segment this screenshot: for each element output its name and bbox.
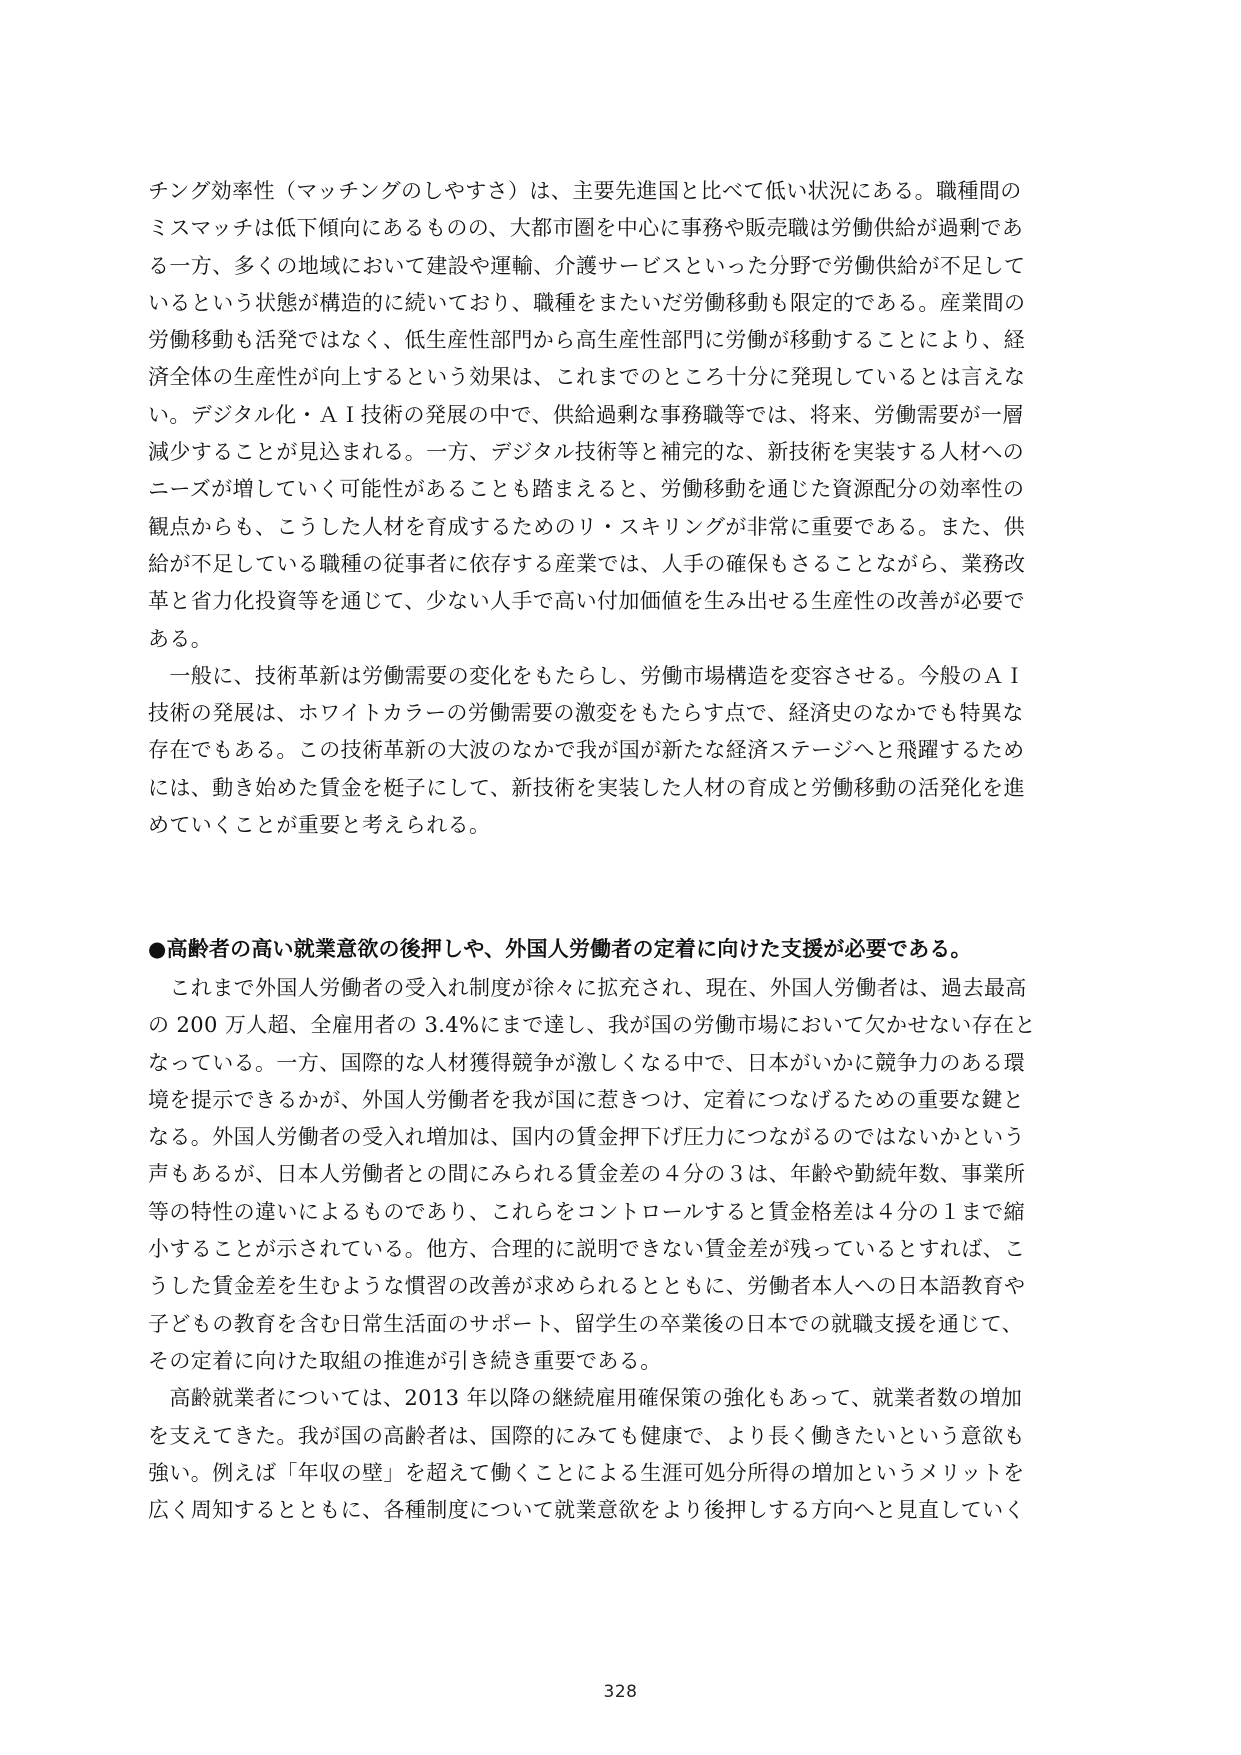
text-line: 子どもの教育を含む日常生活面のサポート、留学生の卒業後の日本での就職支援を通じて、	[148, 1311, 1024, 1336]
section-heading	[148, 931, 1094, 968]
text-line: 技術の発展は、ホワイトカラーの労働需要の激変をもたらす点で、経済史のなかでも特異な	[148, 701, 1024, 726]
text-line: なっている。一方、国際的な人材獲得競争が激しくなる中で、日本がいかに競争力のある環	[148, 1050, 1025, 1075]
text-line: の 200 万人超、全雇用者の 3.4%にまで達し、我が国の労働市場において欠かせない存在と	[148, 1013, 1036, 1038]
text-line: 存在でもある。この技術革新の大波のなかで我が国が新たな経済ステージへと飛躍するため	[148, 738, 1025, 763]
text-line: 高齢就業者については、2013 年以降の継続雇用確保策の強化もあって、就業者数の増加	[148, 1386, 1023, 1411]
text-line: ニーズが増していく可能性があることも踏まえると、労働移動を通じた資源配分の効率性の	[148, 477, 1025, 502]
text-line: ミスマッチは低下傾向にあるものの、大都市圏を中心に事務や販売職は労働供給が過剰であ	[148, 216, 1024, 241]
text-line: 小することが示されている。他方、合理的に説明できない賃金差が残っているとすれば、こ	[148, 1237, 1026, 1262]
text-line: 声もあるが、日本人労働者との間にみられる賃金差の４分の３は、年齢や勤続年数、事業所	[148, 1162, 1026, 1187]
text-line: 労働移動も活発ではなく、低生産性部門から高生産性部門に労働が移動することにより、経	[148, 328, 1025, 353]
text-line: いるという状態が構造的に続いており、職種をまたいだ労働移動も限定的である。産業間の	[148, 290, 1026, 315]
text-line: これまで外国人労働者の受入れ制度が徐々に拡充され、現在、外国人労働者は、過去最高	[148, 976, 1027, 1000]
text-line: 給が不足している職種の従事者に依存する産業では、人手の確保もさることながら、業務改	[148, 551, 1026, 576]
text-line: い。デジタル化・ＡＩ技術の発展の中で、供給過剰な事務職等では、将来、労働需要が一層	[148, 402, 1024, 427]
text-line: 観点からも、こうした人材を育成するためのリ・スキリングが非常に重要である。また、供	[148, 514, 1025, 539]
text-line: チング効率性（マッチングのしやすさ）は、主要先進国と比べて低い状況にある。職種間の	[148, 179, 1022, 203]
text-line: めていくことが重要と考えられる。	[148, 813, 491, 838]
text-line: なる。外国人労働者の受入れ増加は、国内の賃金押下げ圧力につながるのではないかという	[148, 1125, 1025, 1150]
text-line: には、動き始めた賃金を梃子にして、新技術を実装した人材の育成と労働移動の活発化を進	[148, 775, 1025, 800]
text-line: 一般に、技術革新は労働需要の変化をもたらし、労働市場構造を変容させる。今般のＡＩ	[148, 663, 1026, 688]
text-line: 広く周知するとともに、各種制度について就業意欲をより後押しする方向へと見直していく	[148, 1498, 1025, 1523]
text-line: 強い。例えば「年収の壁」を超えて働くことによる生涯可処分所得の増加というメリットを	[148, 1460, 1025, 1485]
text-line: 減少することが見込まれる。一方、デジタル技術等と補完的な、新技術を実装する人材への	[148, 440, 1025, 465]
body-text-bottom	[148, 970, 1094, 1529]
text-line: その定着に向けた取組の推進が引き続き重要である。	[148, 1348, 662, 1373]
text-line: る一方、多くの地域において建設や運輸、介護サービスといった分野で労働供給が不足して	[148, 253, 1026, 278]
section-heading-text: ●高齢者の高い就業意欲の後押しや、外国人労働者の定着に向けた支援が必要である。	[148, 937, 972, 961]
text-line: 等の特性の違いによるものであり、これらをコントロールすると賃金格差は４分の１まで縮	[148, 1199, 1025, 1224]
page-number: 328	[603, 1682, 638, 1702]
body-text-top	[148, 173, 1094, 844]
text-line: 革と省力化投資等を通じて、少ない人手で高い付加価値を生み出せる生産性の改善が必要で	[148, 589, 1025, 614]
text-line: 済全体の生産性が向上するという効果は、これまでのところ十分に発現しているとは言えな	[148, 365, 1026, 390]
text-line: 境を提示できるかが、外国人労働者を我が国に惹きつけ、定着につなげるための重要な鍵と	[148, 1087, 1025, 1112]
text-line: を支えてきた。我が国の高齢者は、国際的にみても健康で、より長く働きたいという意欲も	[148, 1423, 1025, 1448]
text-line: うした賃金差を生むような慣習の改善が求められるとともに、労働者本人への日本語教育や	[148, 1274, 1026, 1299]
text-line: ある。	[148, 626, 213, 651]
